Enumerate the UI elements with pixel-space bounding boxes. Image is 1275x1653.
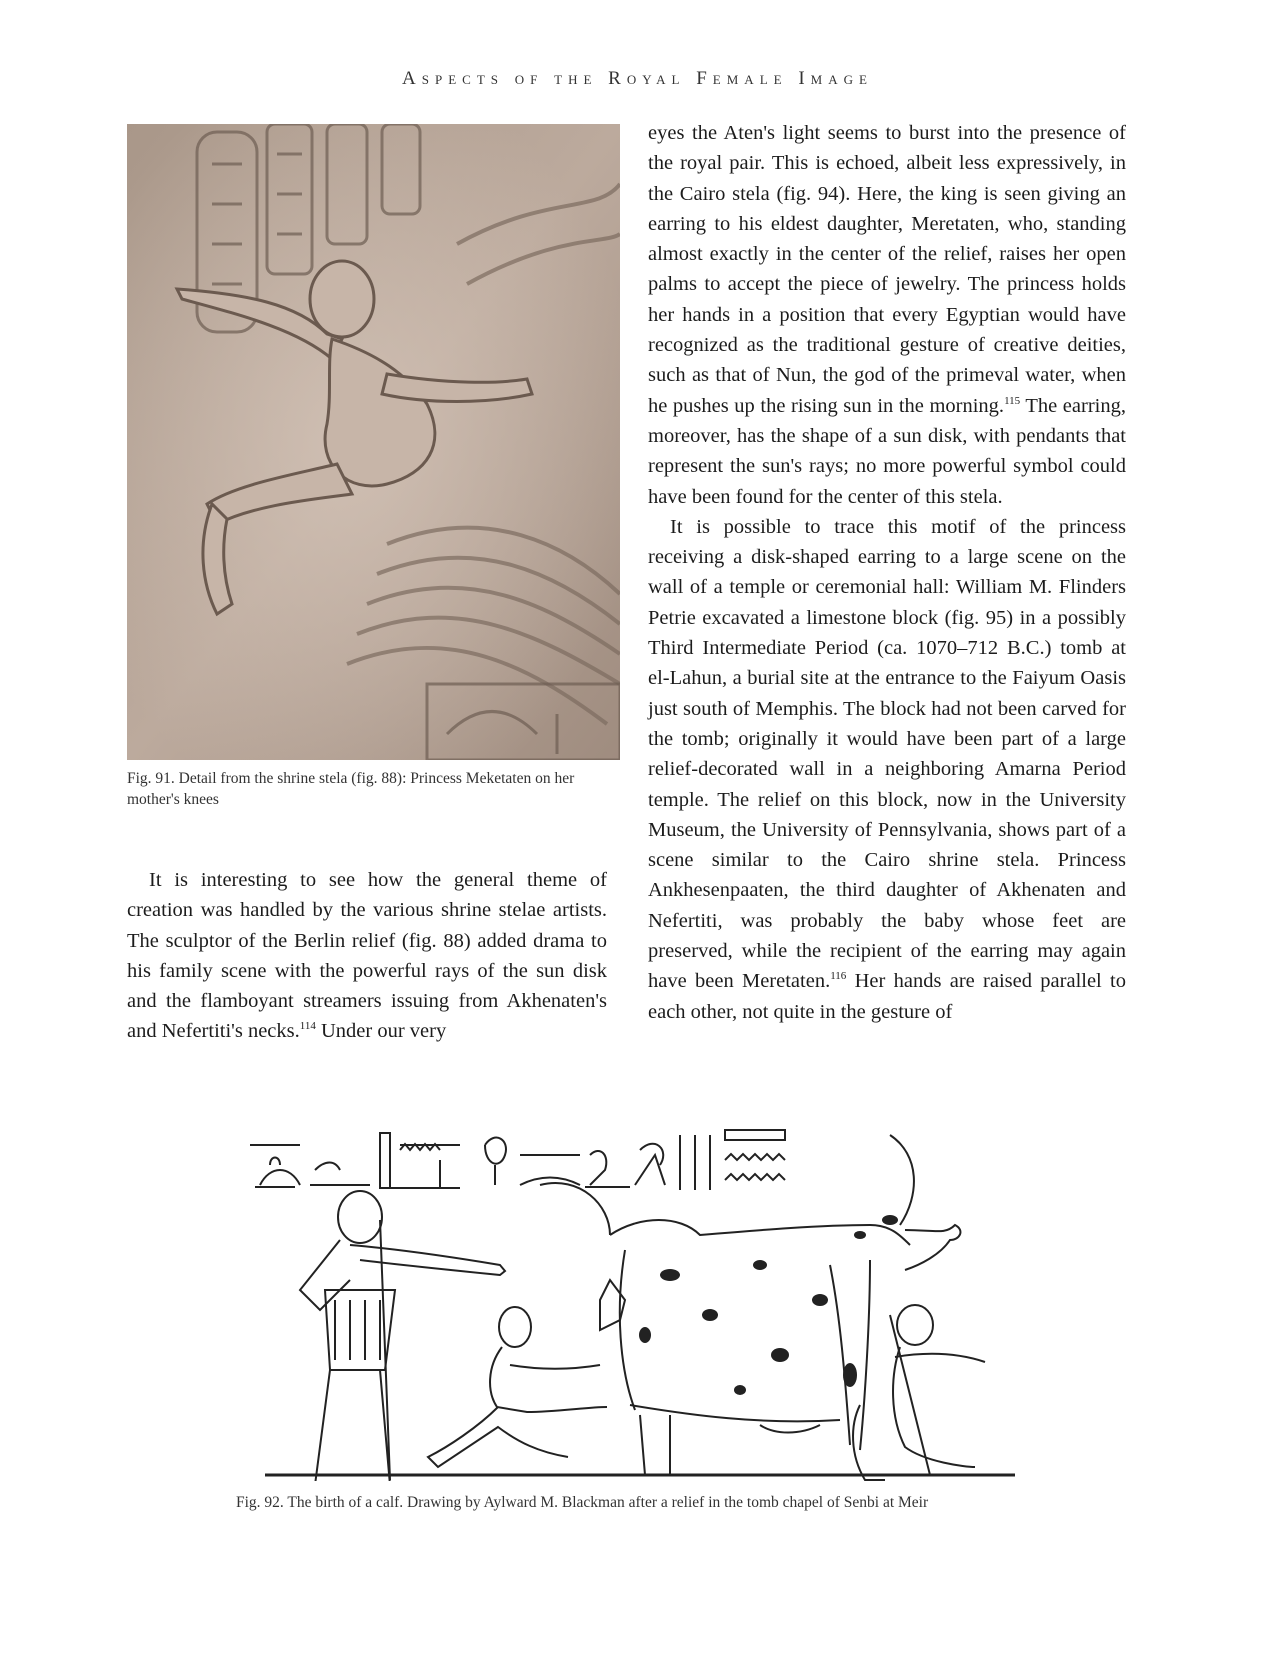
seated-herdsman-icon [853,1305,985,1480]
right-paragraph-2: It is possible to trace this motif of the princess receiving a disk-shaped earring to a large scene on the wall of a temple or ceremonial hall: William M. Flinders Petrie excavated a limestone block (fig. 95) in a possibly Third Intermediate Period (ca. 1070–712 B.C.) tomb at el-Lahun, a burial site at the entrance to the Faiyum Oasis just south of Memphis. The block had not been carved for the tomb; originally it would have been part of a large relief-decorated wall in a neighboring Amarna Period temple. The relief on this block, now in the University Museum, the University of Pennsylvania, shows part of a scene similar to the Cairo shrine stela. Princess Ankhesenpaaten, the third daughter of Akhenaten and Nefertiti, was probably the baby whose feet are preserved, while the recipient of the earring may again have been Meretaten.$^{116}$ Her hands are raised parallel to each other, not quite in the gesture of [648,515,1126,1023]
right-paragraph-1: eyes the Aten's light seems to burst into the presence of the royal pair. This is echoed, albeit less expressively, in the Cairo stela (fig. 94). Here, the king is seen giving an earring to his eldest daughter, Meretaten, who, standing almost exactly in the center of the relief, raises her open palms to accept the piece of jewelry. The princess holds her hands in a position that every Egyptian would have recognized as the traditional gesture of creative deities, such as that of Nun, the god of the primeval water, when he pushes up the rising sun in the morning.$^{115}$ The earring, moreover, has the shape of a sun disk, with pendants that represent the sun's rays; no more powerful symbol could have been found for the center of this stela. [648,122,1126,508]
left-column [127,865,607,1047]
figure-91-caption: Fig. 91. Detail from the shrine stela (fig. 88): Princess Meketaten on her mother's knees [127,770,575,808]
left-paragraph-1: It is interesting to see how the general theme of creation was handled by the various shrine stelae artists. The sculptor of the Berlin relief (fig. 88) added drama to his family scene with the powerful rays of the sun disk and the flamboyant streamers issuing from Akhenaten's and Nefertiti's necks.$^{114}$ Under our very [127,869,607,1043]
endnote-114: 114 [299,1020,316,1033]
figure-92-drawing [240,1125,1040,1481]
right-column [648,118,1126,1027]
endnote-115: 115 [1004,394,1021,407]
figure-91-photo [127,124,620,760]
kneeling-herdsman-icon [428,1280,625,1467]
hieroglyph-band-icon [250,1130,785,1190]
figure-92-caption: Fig. 92. The birth of a calf. Drawing by Aylward M. Blackman after a relief in the tomb chapel of Senbi at Meir [236,1494,929,1511]
herdsman-figure-icon [300,1191,505,1481]
running-head: Aspects of the Royal Female Image [402,68,873,89]
endnote-116: 116 [830,970,847,983]
